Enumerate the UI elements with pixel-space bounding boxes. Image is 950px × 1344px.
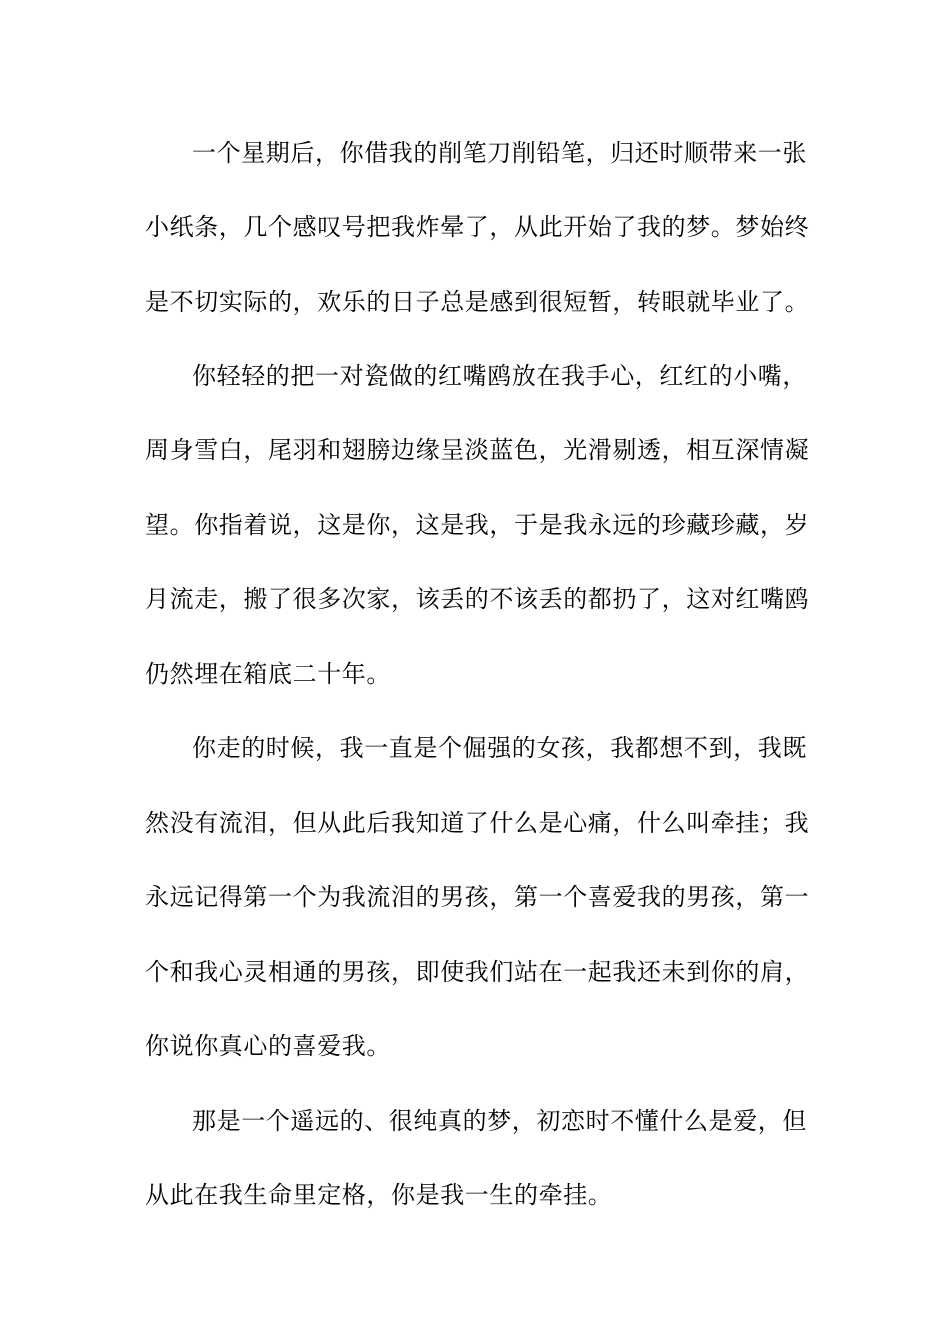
text-line: 周身雪白，尾羽和翅膀边缘呈淡蓝色，光滑剔透，相互深情凝 [145, 436, 810, 464]
text-line: 永远记得第一个为我流泪的男孩，第一个喜爱我的男孩，第一 [145, 883, 810, 911]
text-line: 个和我心灵相通的男孩，即使我们站在一起我还未到你的肩， [145, 958, 810, 986]
text-line: 望。你指着说，这是你，这是我，于是我永远的珍藏珍藏，岁 [145, 511, 810, 539]
text-line: 那是一个遥远的、很纯真的梦，初恋时不懂什么是爱，但 [192, 1107, 807, 1135]
text-line: 然没有流泪，但从此后我知道了什么是心痛，什么叫牵挂；我 [145, 809, 810, 837]
text-line: 小纸条，几个感叹号把我炸晕了，从此开始了我的梦。梦始终 [145, 213, 810, 241]
text-line: 月流走，搬了很多次家，该丢的不该丢的都扔了，这对红嘴鸥 [145, 585, 810, 613]
text-line: 你走的时候，我一直是个倔强的女孩，我都想不到，我既 [192, 734, 807, 762]
text-line: 从此在我生命里定格，你是我一生的牵挂。 [145, 1181, 613, 1209]
text-line: 你说你真心的喜爱我。 [145, 1032, 391, 1060]
text-line: 你轻轻的把一对瓷做的红嘴鸥放在我手心，红红的小嘴， [192, 362, 807, 390]
text-line: 仍然埋在箱底二十年。 [145, 660, 391, 688]
text-line: 一个星期后，你借我的削笔刀削铅笔，归还时顺带来一张 [192, 139, 807, 167]
text-line: 是不切实际的，欢乐的日子总是感到很短暂，转眼就毕业了。 [145, 288, 810, 316]
